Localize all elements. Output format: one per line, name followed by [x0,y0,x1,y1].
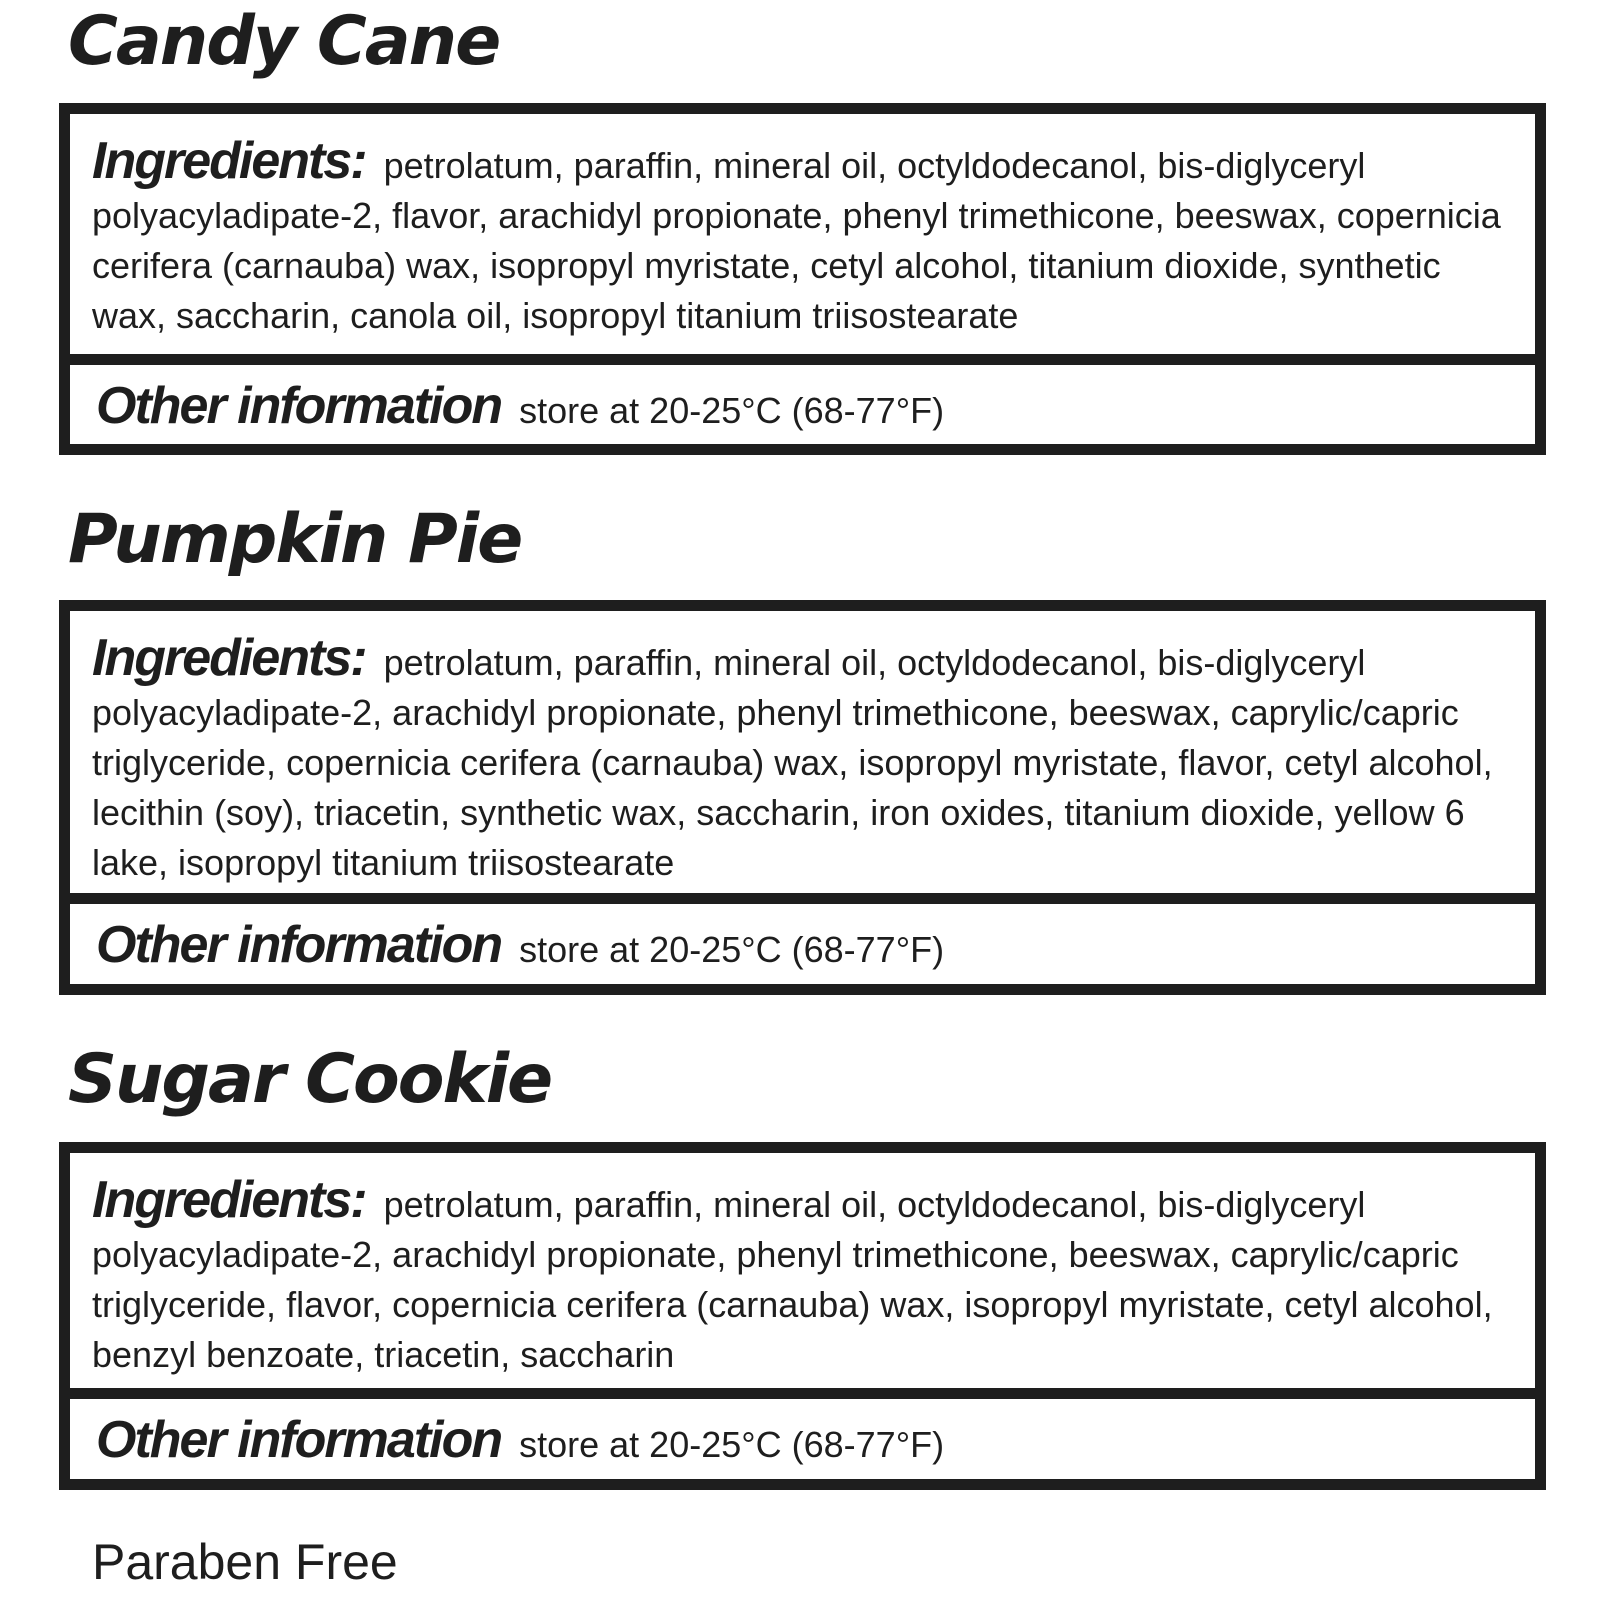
ingredients-text: petrolatum, paraffin, mineral oil, octyldodecanol, bis-diglyceryl polyacyladipate-2, flavor, arachidyl propionate, phenyl trimethicone, beeswax, copernicia cerifera (carnauba) wax, isopropyl myristate, cetyl alcohol, titanium dioxide, synthetic wax, saccharin, canola oil, isopropyl titanium triisostearate [92,145,1501,336]
product-panel-pumpkin-pie [59,600,1546,995]
product-title-sugar-cookie: Sugar Cookie [68,1040,552,1119]
other-information-text: store at 20-25°C (68-77°F) [519,929,945,970]
product-title-candy-cane: Candy Cane [68,2,500,81]
other-information-section [70,365,1535,449]
paraben-free-note: Paraben Free [92,1534,398,1590]
product-panel-candy-cane [59,103,1546,455]
section-divider [70,354,1535,365]
other-information-label: Other information [96,1411,502,1469]
section-divider [70,893,1535,904]
ingredients-text: petrolatum, paraffin, mineral oil, octyldodecanol, bis-diglyceryl polyacyladipate-2, arachidyl propionate, phenyl trimethicone, beeswax, caprylic/capric triglyceride, flavor, copernicia cerifera (carnauba) wax, isopropyl myristate, cetyl alcohol, benzyl benzoate, triacetin, saccharin [92,1184,1493,1375]
ingredients-text: petrolatum, paraffin, mineral oil, octyldodecanol, bis-diglyceryl polyacyladipate-2, arachidyl propionate, phenyl trimethicone, beeswax, caprylic/capric triglyceride, copernicia cerifera (carnauba) wax, isopropyl myristate, flavor, cetyl alcohol, lecithin (soy), triacetin, synthetic wax, saccharin, iron oxides, titanium dioxide, yellow 6 lake, isopropyl titanium triisostearate [92,642,1493,883]
ingredients-label: Ingredients: [92,1171,366,1229]
ingredients-section [70,611,1535,893]
other-information-section [70,1399,1535,1483]
other-information-label: Other information [96,916,502,974]
other-information-text: store at 20-25°C (68-77°F) [519,1424,945,1465]
ingredients-section [70,114,1535,354]
product-title-pumpkin-pie: Pumpkin Pie [68,500,522,579]
other-information-label: Other information [96,377,502,435]
section-divider [70,1388,1535,1399]
other-information-section [70,904,1535,988]
ingredients-section [70,1153,1535,1388]
product-panel-sugar-cookie [59,1142,1546,1490]
ingredients-label: Ingredients: [92,629,366,687]
other-information-text: store at 20-25°C (68-77°F) [519,390,945,431]
ingredients-label: Ingredients: [92,132,366,190]
